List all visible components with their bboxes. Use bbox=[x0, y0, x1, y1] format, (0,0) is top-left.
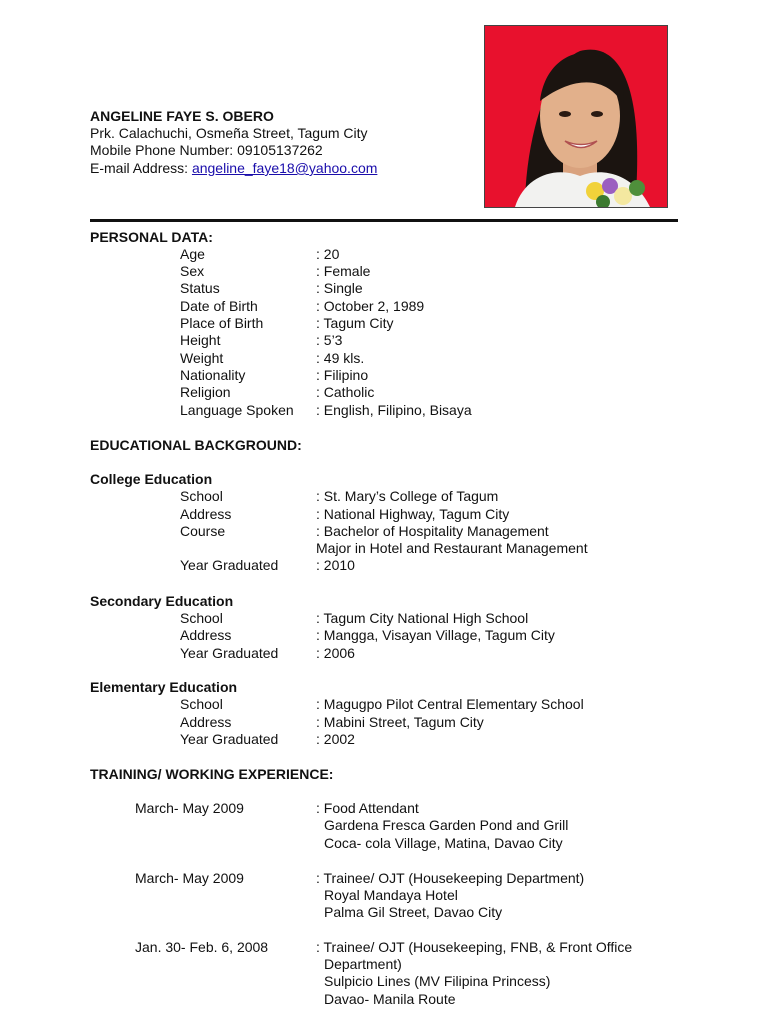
personal-label: Weight bbox=[180, 350, 224, 366]
personal-value: : Single bbox=[316, 280, 363, 296]
secondary-title: Secondary Education bbox=[90, 593, 234, 609]
training-date: March- May 2009 bbox=[135, 870, 244, 886]
personal-data-heading: PERSONAL DATA: bbox=[90, 229, 213, 245]
college-school: : St. Mary’s College of Tagum bbox=[316, 488, 499, 504]
personal-label: Language Spoken bbox=[180, 402, 294, 418]
secondary-year: : 2006 bbox=[316, 645, 355, 661]
personal-value: : Female bbox=[316, 263, 371, 279]
training-line: Department) bbox=[324, 956, 402, 972]
training-line: Royal Mandaya Hotel bbox=[324, 887, 458, 903]
college-address-label: Address bbox=[180, 506, 232, 522]
email-link[interactable]: angeline_faye18@yahoo.com bbox=[191, 160, 378, 176]
personal-label: Height bbox=[180, 332, 221, 348]
college-address: : National Highway, Tagum City bbox=[316, 506, 510, 522]
training-line: : Food Attendant bbox=[316, 800, 419, 816]
college-year: : 2010 bbox=[316, 557, 355, 573]
secondary-address-label: Address bbox=[180, 627, 232, 643]
college-major: Major in Hotel and Restaurant Management bbox=[316, 540, 588, 556]
college-course: : Bachelor of Hospitality Management bbox=[316, 523, 549, 539]
secondary-school-label: School bbox=[180, 610, 223, 626]
portrait-image bbox=[485, 26, 667, 207]
training-line: Sulpicio Lines (MV Filipina Princess) bbox=[324, 973, 551, 989]
personal-label: Sex bbox=[180, 263, 205, 279]
applicant-email-line bbox=[90, 160, 377, 177]
personal-value: : Tagum City bbox=[316, 315, 394, 331]
training-line: Coca- cola Village, Matina, Davao City bbox=[324, 835, 563, 851]
college-course-label: Course bbox=[180, 523, 226, 539]
personal-label: Date of Birth bbox=[180, 298, 258, 314]
training-line: Gardena Fresca Garden Pond and Grill bbox=[324, 817, 569, 833]
personal-value: : 49 kls. bbox=[316, 350, 365, 366]
elementary-school: : Magugpo Pilot Central Elementary School bbox=[316, 696, 584, 712]
training-line: Davao- Manila Route bbox=[324, 991, 456, 1007]
elementary-title: Elementary Education bbox=[90, 679, 238, 695]
personal-value: : 5’3 bbox=[316, 332, 343, 348]
training-date: Jan. 30- Feb. 6, 2008 bbox=[135, 939, 269, 955]
email-label: E-mail Address: bbox=[90, 160, 192, 176]
personal-value: : Filipino bbox=[316, 367, 369, 383]
personal-label: Age bbox=[180, 246, 205, 262]
applicant-photo bbox=[484, 25, 668, 208]
applicant-name: ANGELINE FAYE S. OBERO bbox=[90, 108, 274, 124]
applicant-mobile: Mobile Phone Number: 09105137262 bbox=[90, 142, 323, 158]
personal-value: : October 2, 1989 bbox=[316, 298, 425, 314]
personal-label: Nationality bbox=[180, 367, 246, 383]
secondary-year-label: Year Graduated bbox=[180, 645, 279, 661]
elementary-year-label: Year Graduated bbox=[180, 731, 279, 747]
personal-value: : English, Filipino, Bisaya bbox=[316, 402, 472, 418]
secondary-school: : Tagum City National High School bbox=[316, 610, 529, 626]
personal-label: Place of Birth bbox=[180, 315, 264, 331]
college-year-label: Year Graduated bbox=[180, 557, 279, 573]
personal-value: : Catholic bbox=[316, 384, 375, 400]
training-line: Palma Gil Street, Davao City bbox=[324, 904, 503, 920]
training-line: : Trainee/ OJT (Housekeeping, FNB, & Front Office bbox=[316, 939, 633, 955]
personal-label: Status bbox=[180, 280, 220, 296]
personal-value: : 20 bbox=[316, 246, 340, 262]
personal-label: Religion bbox=[180, 384, 231, 400]
secondary-address: : Mangga, Visayan Village, Tagum City bbox=[316, 627, 555, 643]
elementary-address-label: Address bbox=[180, 714, 232, 730]
elementary-school-label: School bbox=[180, 696, 223, 712]
training-heading: TRAINING/ WORKING EXPERIENCE: bbox=[90, 766, 334, 782]
elementary-year: : 2002 bbox=[316, 731, 355, 747]
elementary-address: : Mabini Street, Tagum City bbox=[316, 714, 484, 730]
college-school-label: School bbox=[180, 488, 223, 504]
training-date: March- May 2009 bbox=[135, 800, 244, 816]
header-divider bbox=[90, 219, 678, 222]
education-heading: EDUCATIONAL BACKGROUND: bbox=[90, 437, 302, 453]
training-line: : Trainee/ OJT (Housekeeping Department) bbox=[316, 870, 585, 886]
college-title: College Education bbox=[90, 471, 213, 487]
applicant-address: Prk. Calachuchi, Osmeña Street, Tagum City bbox=[90, 125, 368, 141]
